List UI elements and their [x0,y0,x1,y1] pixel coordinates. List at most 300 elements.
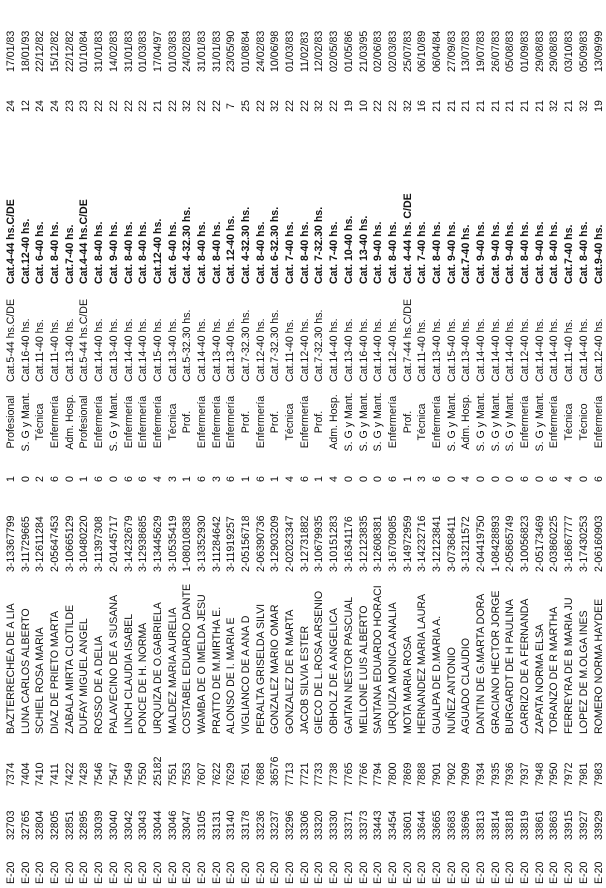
table-cell: E-20 [49,861,62,884]
table-cell: 33927 [577,810,590,840]
table-cell: Cat. 7-40 hs. [284,221,297,284]
table-cell: 7948 [533,762,546,786]
table-cell: Cat. 13-40 hs. [357,215,370,284]
table-cell: HERNANDEZ MARIA LAURA [416,593,429,734]
table-cell: 33140 [225,810,238,840]
table-cell: 33819 [519,810,532,840]
table-cell: 36576 [269,756,282,786]
table-cell: Cat.15-40 hs. [445,318,458,382]
table-cell: Cat.14-40 hs. [533,318,546,382]
table-cell: 3-12731882 [298,515,311,572]
table-cell: 24 [34,100,47,112]
table-cell: 01/03/83 [166,30,179,72]
table-cell: 7404 [19,762,32,786]
table-cell: 2-02023347 [284,515,297,572]
table-cell: Cat.12-40 hs. [19,218,32,284]
table-cell: 23 [78,100,91,112]
table-cell: 4 [563,476,576,482]
table-row [136,4,151,884]
table-cell: 1 [240,476,252,482]
table-cell: Cat.14-40 hs. [122,318,135,382]
table-cell: 3-14232679 [122,515,135,572]
table-cell: 17/01/83 [5,30,17,72]
table-cell: 0 [372,476,385,482]
table-cell: Cat. 9-40 hs. [533,221,546,284]
table-cell: 33915 [563,810,576,840]
table-cell: Enfermería [298,395,311,449]
table-cell: 24 [5,100,17,112]
table-cell: 33814 [489,810,502,840]
table-cell: 0 [107,476,120,482]
table-cell: Cat.13-40 hs. [63,318,76,382]
table-cell: Prof. [240,410,252,434]
table-cell: 3-16709085 [386,515,399,572]
table-cell: 25182 [151,756,164,786]
table-cell: 03/10/83 [563,30,576,72]
table-cell: Cat. 7-40 hs. [328,221,341,284]
table-row [268,4,283,884]
table-cell: E-20 [386,861,399,884]
table-cell: Enfermería [49,395,62,449]
table-cell: E-20 [460,861,473,884]
table-cell: 3 [416,476,429,482]
table-cell: PALAVECINO DE A SUSANA [107,594,120,734]
table-cell: Enfermería [430,395,443,449]
table-cell: Enfermería [195,395,208,449]
table-cell: JACOB SILVIA ESTER [298,625,311,734]
table-cell: 3-17430253 [577,515,590,572]
table-row [401,4,416,884]
table-cell: Cat.5-44 hs.C/DE [78,298,91,382]
table-cell: Adm. Hosp. [460,394,473,450]
table-cell: DIAZ DE PRIETO MARTA [49,610,62,734]
table-cell: 3 [166,476,179,482]
table-cell: 33818 [504,810,517,840]
table-cell: VIGLIANCO DE A ANA D [240,615,252,734]
table-cell: 2-01445717 [107,515,120,572]
table-cell: Cat.13-40 hs. [460,318,473,382]
table-cell: 6 [592,476,605,482]
table-cell: E-20 [445,861,458,884]
table-cell: 6 [195,476,208,482]
table-cell: 19/07/83 [475,30,487,72]
table-cell: E-20 [548,861,561,884]
table-cell: 01/10/84 [78,30,91,72]
table-cell: E-20 [592,861,605,884]
table-cell: 01/08/84 [240,30,252,72]
table-cell: 06/10/89 [416,30,429,72]
table-cell: 22/12/82 [34,30,47,72]
table-cell: 2-06160903 [592,515,605,572]
table-cell: 22 [122,100,135,112]
table-cell: 22 [166,100,179,112]
table-cell: E-20 [210,861,223,884]
table-cell: GAITAN NESTOR PASCUAL [342,596,355,734]
table-cell: 01/09/83 [519,30,532,72]
table-cell: 19 [342,100,355,112]
table-cell: S. G y Mant. [342,392,355,452]
table-cell: 21 [151,100,164,112]
table-cell: Cat. 9-40 hs. [372,221,385,284]
table-cell: SANTANA EDUARDO HORACI [372,585,385,734]
table-cell: 7733 [313,762,326,786]
table-cell: 11/02/83 [298,31,311,72]
table-row [122,4,137,884]
table-cell: Cat.14-40 hs. [328,318,341,382]
table-cell: Cat.4-44 hs.C/DE [5,199,17,284]
table-cell: Cat. 12-40 hs. [225,215,238,284]
table-cell: E-20 [313,861,326,884]
personnel-table [4,4,606,884]
table-cell: 0 [63,476,76,482]
table-row [33,4,48,884]
table-cell: ROSSO DE A DELIA [93,635,106,734]
table-row [92,4,107,884]
table-cell: 33236 [254,810,267,840]
table-cell: 22 [386,100,399,112]
table-cell: 15/12/82 [49,30,62,72]
table-cell: 7546 [93,762,106,786]
table-cell: 21 [430,100,443,112]
table-cell: Enfermería [151,395,164,449]
table-cell: E-20 [269,861,282,884]
table-cell: 12 [19,100,32,112]
table-cell: Cat. 9-40 hs. [489,221,502,284]
table-cell: Cat.12-40 hs. [298,318,311,382]
table-cell: 33039 [93,810,106,840]
table-cell: 1 [181,476,194,482]
table-cell: 3-12123835 [357,515,370,572]
table-row [19,4,34,884]
table-cell: 21 [475,100,487,112]
table-cell: 10/06/98 [269,30,282,72]
table-row [166,4,181,884]
table-cell: 3-11729665 [19,516,32,572]
table-cell: Cat.4-44 hs.C/DE [78,199,91,284]
table-cell: Cat. 8-40 hs. [386,221,399,284]
table-cell: Cat.7-40 hs. [460,224,473,284]
table-row [77,4,92,884]
table-cell: 33929 [592,810,605,840]
table-row [489,4,504,884]
table-cell: 4 [460,476,473,482]
table-cell: 2-05173469 [533,515,546,572]
table-cell: Cat. 8-40 hs. [430,221,443,284]
table-cell: Cat. 7-40 hs. [416,221,429,284]
table-cell: 33813 [475,810,487,840]
table-cell: WAMBA DE O IMELDA JESU [195,594,208,734]
table-cell: 3-13211572 [460,516,473,572]
table-cell: 6 [430,476,443,482]
table-cell: Cat.13-40 hs. [430,318,443,382]
table-cell: Cat. 8-40 hs. [49,221,62,284]
table-cell: 33040 [107,810,120,840]
table-row [195,4,210,884]
table-cell: E-20 [372,861,385,884]
table-cell: 14/02/83 [107,30,120,72]
table-cell: 3-10679935 [313,515,326,572]
table-cell: 7688 [254,762,267,786]
table-cell: Cat.15-40 hs. [151,318,164,382]
table-cell: 3-10480220 [78,515,91,572]
table-row [283,4,298,884]
table-cell: GIECO DE L.ROSA ARSENIO [313,590,326,734]
table-cell: PONCE DE H. NORMA [137,622,150,734]
table-row [239,4,254,884]
table-cell: Cat. 4-32.30 hs. [181,206,194,284]
table-cell: 2-05865749 [504,515,517,572]
table-cell: 7936 [504,762,517,786]
table-cell: 7 [225,103,238,109]
table-cell: 21 [504,100,517,112]
table-cell: E-20 [195,861,208,884]
table-cell: Cat.11-40 hs. [563,319,576,382]
table-cell: E-20 [357,861,370,884]
table-row [445,4,460,884]
table-cell: 33373 [357,810,370,840]
table-cell: 2-03860225 [548,515,561,572]
table-cell: Cat.13-40 hs. [342,318,355,382]
table-cell: 7622 [210,762,223,786]
table-cell: Cat. 8-40 hs. [93,221,106,284]
table-cell: S. G y Mant. [19,392,32,452]
table-cell: Cat.14-40 hs. [195,318,208,382]
table-cell: Enfermería [210,395,223,449]
table-cell: E-20 [563,861,576,884]
table-cell: 01/05/86 [342,30,355,72]
table-cell: 33601 [401,810,414,840]
table-cell: Enfermería [592,395,605,449]
table-cell: 2-04419750 [475,515,487,572]
table-cell: 31/01/83 [195,30,208,72]
table-row [224,4,239,884]
table-cell: Cat.7-32.30 hs. [240,309,252,382]
table-cell: 2-05647453 [49,515,62,572]
table-cell: 7934 [475,762,487,786]
table-cell: Prof. [181,410,194,434]
table-cell: 3-11397308 [93,516,106,572]
table-cell: 7713 [284,762,297,786]
table-cell: E-20 [430,861,443,884]
table-cell: 02/03/83 [386,30,399,72]
table-cell: Cat.11-40 hs. [416,319,429,382]
table-row [415,4,430,884]
table-cell: S. G y Mant. [504,392,517,452]
table-cell: E-20 [19,861,32,884]
table-cell: 0 [504,476,517,482]
table-cell: Cat.16-40 hs. [357,318,370,382]
table-cell: E-20 [107,861,120,884]
table-row [371,4,386,884]
table-cell: 33863 [548,810,561,840]
table-cell: Cat. 4-32.30 hs. [240,206,252,284]
table-cell: OBHOLZ DE A ANGELICA [328,608,341,734]
table-cell: 7553 [181,762,194,786]
table-cell: PERALTA GRISELDA SILVI [254,603,267,734]
table-cell: 32765 [19,810,32,840]
table-cell: E-20 [137,861,150,884]
table-cell: Cat.12-40 hs. [151,218,164,284]
table-cell: Enfermería [137,395,150,449]
table-cell: 1 [78,476,91,482]
table-cell: 33042 [122,810,135,840]
table-cell: Cat.7-32.30 hs. [269,309,282,382]
table-cell: 33046 [166,810,179,840]
table-cell: E-20 [254,861,267,884]
table-cell: 22 [284,100,297,112]
table-cell: Cat. 7-32.30 hs. [313,206,326,284]
table-cell: Cat. 8-40 hs. [137,221,150,284]
table-cell: Cat. 8-40 hs. [254,221,267,284]
table-cell: 4 [328,476,341,482]
table-cell: 33131 [210,810,223,840]
table-cell: 33696 [460,810,473,840]
table-cell: Cat.7-40 hs. [563,224,576,284]
table-cell: Cat.12-40 hs. [254,318,267,382]
table-cell: 22 [195,100,208,112]
table-cell: Técnico [577,403,590,441]
table-cell: 24/02/83 [254,30,267,72]
table-cell: 6 [254,476,267,482]
table-cell: S. G y Mant. [533,392,546,452]
table-cell: CARRIZO DE A FERNANDA [519,598,532,734]
table-cell: Profesional [5,395,17,449]
table-cell: FERREYRA DE B MARIA JU [563,597,576,734]
table-cell: 3-11919257 [225,516,238,572]
table-cell: 32 [269,100,282,112]
table-cell: S. G y Mant. [357,392,370,452]
table-cell: 3-13367799 [5,515,17,572]
table-cell: 29/08/83 [533,30,546,72]
table-cell: 21 [489,100,502,112]
table-cell: 32804 [34,810,47,840]
table-cell: 2-05156718 [240,515,252,572]
table-cell: 6 [137,476,150,482]
table-cell: 0 [475,476,487,482]
table-cell: Cat.7-40 hs. [63,224,76,284]
table-cell: 7794 [372,762,385,786]
table-cell: E-20 [416,861,429,884]
table-cell: 3-13445629 [151,515,164,572]
table-cell: 22 [328,100,341,112]
table-cell: E-20 [225,861,238,884]
table-cell: 3-10151283 [328,515,341,572]
table-cell: 33178 [240,810,252,840]
table-row [4,4,19,884]
table-row [547,4,562,884]
table-cell: E-20 [78,861,91,884]
table-cell: Cat.14-40 hs. [489,318,502,382]
table-cell: 21/03/95 [357,30,370,72]
table-cell: 7547 [107,762,120,786]
table-cell: 32 [577,100,590,112]
table-cell: 7937 [519,762,532,786]
table-cell: 0 [357,476,370,482]
table-row [48,4,63,884]
table-cell: 31/01/83 [122,30,135,72]
table-cell: 22 [254,100,267,112]
table-cell: ZAPATA NORMA ELSA [533,623,546,734]
table-cell: Cat.12-40 hs. [386,318,399,382]
table-cell: 2-06390736 [254,515,267,572]
table-cell: S. G y Mant. [475,392,487,452]
table-cell: 7981 [577,762,590,786]
table-row [63,4,78,884]
table-cell: 6 [93,476,106,482]
table-cell: 32 [181,100,194,112]
table-cell: 33044 [151,810,164,840]
table-row [533,4,548,884]
table-cell: Técnica [416,403,429,441]
table-cell: SCHIEL ROSA MARIA [34,627,47,734]
table-cell: 0 [533,476,546,482]
table-cell: 24 [49,100,62,112]
table-cell: 33320 [313,810,326,840]
table-cell: 7738 [328,762,341,786]
table-cell: 7551 [166,762,179,786]
table-row [592,4,606,884]
table-cell: Técnica [284,403,297,441]
table-cell: ROMERO NORMA HAYDEE [592,598,605,734]
table-cell: 33105 [195,810,208,840]
table-cell: Cat. 10-40 hs. [342,215,355,284]
table-cell: URQUIZA MONICA ANALIA [386,602,399,734]
table-cell: 32 [548,100,561,112]
table-cell: 0 [445,476,458,482]
table-cell: E-20 [519,861,532,884]
table-cell: 7721 [298,762,311,786]
table-cell: 3-12123841 [430,515,443,572]
table-cell: 33296 [284,810,297,840]
table-cell: 7428 [78,762,91,786]
table-cell: ZABALA MIRTA CLOTILDE [63,604,76,734]
table-cell: Cat.11-40 hs. [34,319,47,382]
table-cell: 7972 [563,762,576,786]
table-cell: Enfermería [254,395,267,449]
table-row [577,4,592,884]
table-row [312,4,327,884]
table-cell: 13/09/99 [592,30,605,72]
table-cell: 3-14232716 [416,515,429,572]
table-cell: 3-16867777 [563,515,576,572]
table-row [430,4,445,884]
table-cell: E-20 [328,861,341,884]
table-cell: GRACIANO HECTOR JORGE [489,590,502,734]
table-cell: E-20 [63,861,76,884]
table-cell: 0 [19,476,32,482]
table-cell: 22 [93,100,106,112]
table-cell: 18/01/93 [19,30,32,72]
table-row [342,4,357,884]
table-row [327,4,342,884]
table-cell: Cat.13-40 hs. [225,318,238,382]
table-row [210,4,225,884]
table-cell: 21 [445,100,458,112]
table-cell: 6 [298,476,311,482]
table-cell: E-20 [475,861,487,884]
table-cell: E-20 [533,861,546,884]
table-cell: LOPEZ DE M.OLGA INES [577,610,590,734]
table-cell: 7765 [342,762,355,786]
table-cell: 32895 [78,810,91,840]
table-cell: 7607 [195,762,208,786]
table-cell: BURGARDT DE H PAULINA [504,599,517,734]
table-cell: 7411 [49,763,62,786]
table-cell: Cat.5-44 hs.C/DE [5,298,17,382]
table-cell: 22 [137,100,150,112]
table-cell: Cat. 9-40 hs. [475,221,487,284]
table-cell: 22 [298,100,311,112]
